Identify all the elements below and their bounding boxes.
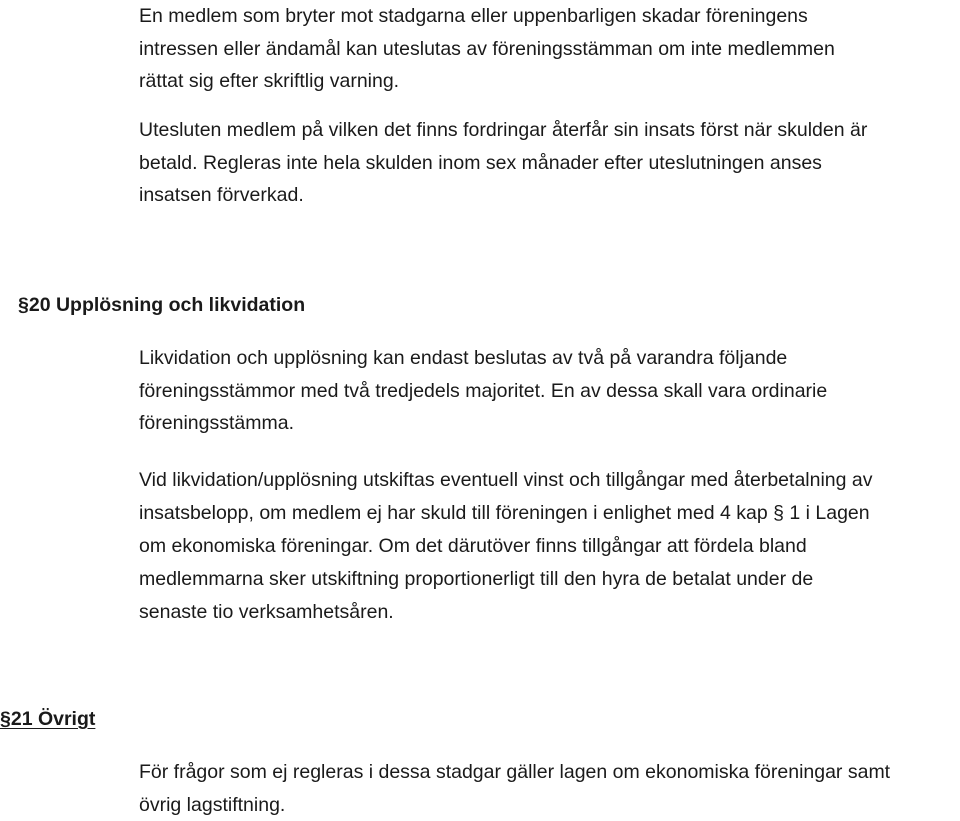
paragraph-line: intressen eller ändamål kan uteslutas av föreningsstämman om inte medlemmen bbox=[139, 33, 835, 66]
section-heading-20: §20 Upplösning och likvidation bbox=[18, 290, 305, 320]
paragraph-other bbox=[139, 756, 890, 821]
section-heading-21: §21 Övrigt bbox=[0, 704, 95, 734]
paragraph-line: föreningsstämmor med två tredjedels majoritet. En av dessa skall vara ordinarie bbox=[139, 375, 827, 408]
paragraph-line: insatsbelopp, om medlem ej har skuld till föreningen i enlighet med 4 kap § 1 i Lagen bbox=[139, 497, 873, 530]
paragraph-line: föreningsstämma. bbox=[139, 407, 827, 440]
paragraph-line: Vid likvidation/upplösning utskiftas eventuell vinst och tillgångar med återbetalning av bbox=[139, 464, 873, 497]
paragraph-line: rättat sig efter skriftlig varning. bbox=[139, 65, 835, 98]
paragraph-line: En medlem som bryter mot stadgarna eller uppenbarligen skadar föreningens bbox=[139, 0, 835, 33]
paragraph-line: betald. Regleras inte hela skulden inom sex månader efter uteslutningen anses bbox=[139, 147, 867, 180]
paragraph-line: För frågor som ej regleras i dessa stadgar gäller lagen om ekonomiska föreningar samt bbox=[139, 756, 890, 789]
paragraph-expelled-member-debt bbox=[139, 114, 867, 212]
paragraph-expulsion bbox=[139, 0, 835, 98]
paragraph-line: medlemmarna sker utskiftning proportionerligt till den hyra de betalat under de bbox=[139, 563, 873, 596]
paragraph-line: senaste tio verksamhetsåren. bbox=[139, 596, 873, 629]
paragraph-liquidation-distribution bbox=[139, 464, 873, 629]
paragraph-line: Likvidation och upplösning kan endast beslutas av två på varandra följande bbox=[139, 342, 827, 375]
paragraph-line: Utesluten medlem på vilken det finns fordringar återfår sin insats först när skulden är bbox=[139, 114, 867, 147]
paragraph-line: insatsen förverkad. bbox=[139, 179, 867, 212]
paragraph-line: övrig lagstiftning. bbox=[139, 789, 890, 821]
paragraph-line: om ekonomiska föreningar. Om det därutöver finns tillgångar att fördela bland bbox=[139, 530, 873, 563]
paragraph-liquidation-decision bbox=[139, 342, 827, 440]
